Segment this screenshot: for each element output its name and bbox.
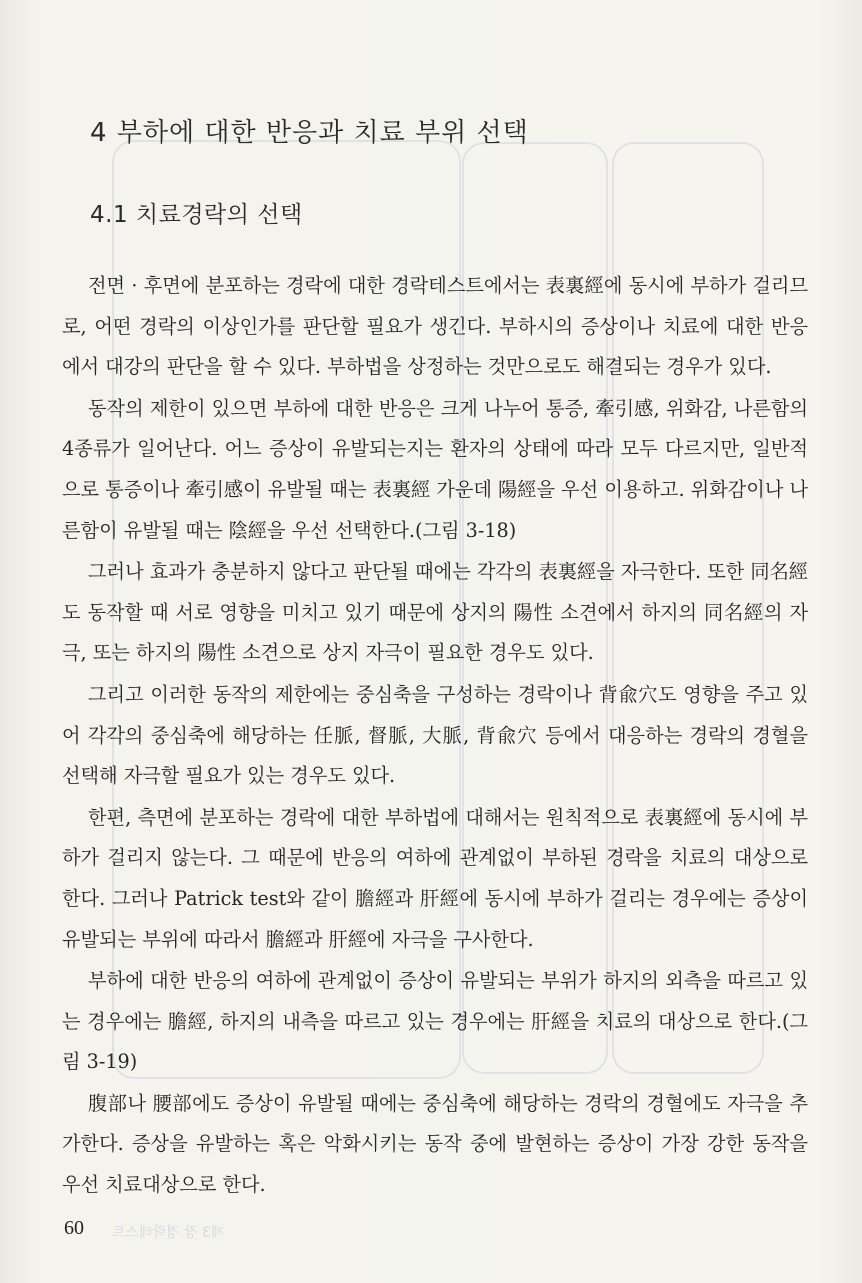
paragraph: 그러나 효과가 충분하지 않다고 판단될 때에는 각각의 表裏經을 자극한다. 또한 同名經도 동작할 때 서로 영향을 미치고 있기 때문에 상지의 陽性 소견에서 하지의 同名經의 자극, 또는 하지의 陽性 소견으로 상지 자극이 필요한 경우도 있다. bbox=[62, 560, 808, 665]
paragraph: 그리고 이러한 동작의 제한에는 중심축을 구성하는 경락이나 背兪穴도 영향을 주고 있어 각각의 중심축에 해당하는 任脈, 督脈, 大脈, 背兪穴 등에서 대응하는 경락의 경혈을 선택해 자극할 필요가 있는 경우도 있다. bbox=[62, 682, 808, 788]
paragraph: 부하에 대한 반응의 여하에 관계없이 증상이 유발되는 부위가 하지의 외측을 따르고 있는 경우에는 膽經, 하지의 내측을 따르고 있는 경우에는 肝經을 치료의 대상으로 한다.(그림 3-19) bbox=[62, 969, 808, 1074]
body-text bbox=[62, 266, 808, 1206]
paragraph: 한편, 측면에 분포하는 경락에 대한 부하법에 대해서는 원칙적으로 表裏經에 동시에 부하가 걸리지 않는다. 그 때문에 반응의 여하에 관계없이 부하된 경락을 치료의 대상으로 한다. 그러나 Patrick test와 같이 膽經과 肝經에 동시에 부하가 걸리는 경우에는 증상이 유발되는 부위에 따라서 膽經과 肝經에 자극을 구사한다. bbox=[62, 805, 808, 951]
section-title: 4 부하에 대한 반응과 치료 부위 선택 bbox=[90, 118, 529, 148]
subsection-title: 4.1 치료경락의 선택 bbox=[90, 202, 303, 228]
paragraph: 전면 · 후면에 분포하는 경락에 대한 경락테스트에서는 表裏經에 동시에 부하가 걸리므로, 어떤 경락의 이상인가를 판단할 필요가 생긴다. 부하시의 증상이나 치료에 대한 반응에서 대강의 판단을 할 수 있다. 부하법을 상정하는 것만으로도 해결되는 경우가 있다. bbox=[62, 274, 808, 379]
paragraph: 동작의 제한이 있으면 부하에 대한 반응은 크게 나누어 통증, 牽引感, 위화감, 나른함의 4종류가 일어난다. 어느 증상이 유발되는지는 환자의 상태에 따라 모두 다르지만, 일반적으로 통증이나 牽引感이 유발될 때는 表裏經 가운데 陽經을 우선 이용하고. 위화감이나 나른함이 유발될 때는 陰經을 우선 선택한다.(그림 3-18) bbox=[62, 396, 808, 542]
show-through-running-head: 제3 장 경락테스트 bbox=[112, 1225, 225, 1241]
page-number: 60 bbox=[64, 1217, 84, 1239]
paragraph: 腹部나 腰部에도 증상이 유발될 때에는 중심축에 해당하는 경락의 경혈에도 자극을 추가한다. 증상을 유발하는 혹은 악화시키는 동작 중에 발현하는 증상이 가장 강한 동작을 우선 치료대상으로 한다. bbox=[62, 1091, 808, 1197]
